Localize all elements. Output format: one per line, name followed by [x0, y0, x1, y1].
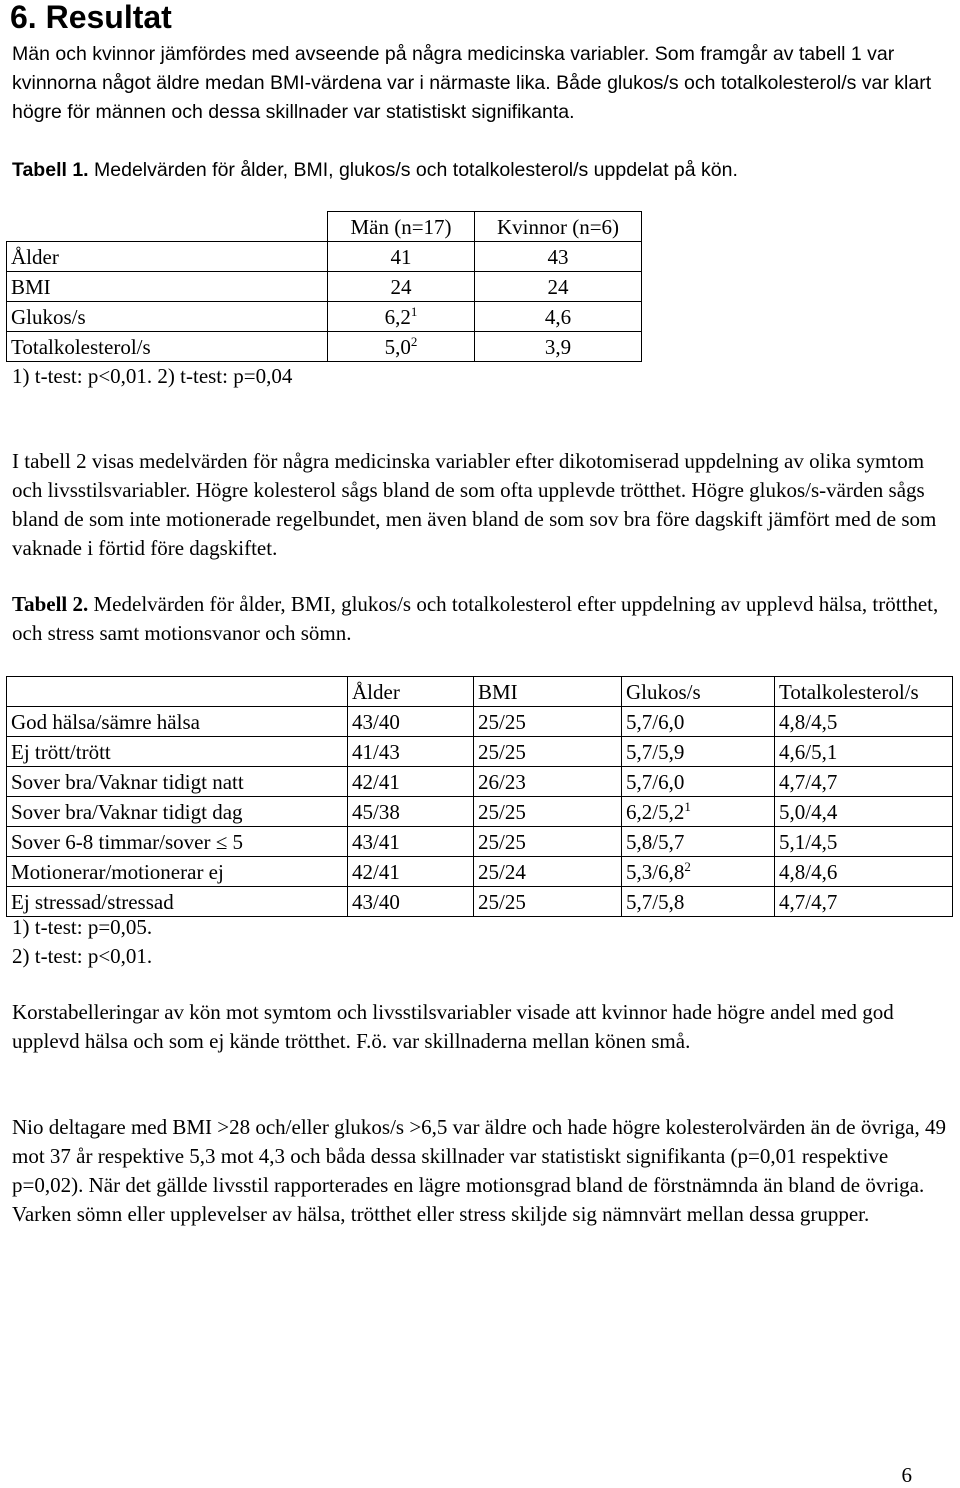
table2-row-label: Sover bra/Vaknar tidigt natt: [7, 767, 348, 797]
table2-value: 5,7/5,8: [626, 889, 685, 914]
table1-row-label: BMI: [7, 272, 328, 302]
table2-caption-label: Tabell 2.: [12, 592, 89, 616]
table1-footnote-mark: 1: [410, 303, 418, 319]
table1-row: [7, 242, 642, 272]
table2-cell: 4,8/4,6: [775, 857, 953, 887]
table2-header-cell: [7, 677, 348, 707]
page-number: 6: [901, 1463, 912, 1487]
table2-cell: 25/24: [474, 857, 622, 887]
table2-header-cell: Totalkolesterol/s: [775, 677, 953, 707]
table2-row: [7, 767, 953, 797]
table1-cell: [328, 242, 475, 272]
table2-footnote-mark: 1: [684, 798, 691, 814]
table2-cell: 5,0/4,4: [775, 797, 953, 827]
table2-value: 5,3/6,8: [626, 859, 685, 884]
table2-header-cell: Glukos/s: [622, 677, 775, 707]
table1-row-label: Glukos/s: [7, 302, 328, 332]
table1-footnote-mark: 2: [410, 333, 418, 349]
table2-cell: 4,8/4,5: [775, 707, 953, 737]
table2-value: 6,2/5,2: [626, 799, 685, 824]
table2-cell: 4,6/5,1: [775, 737, 953, 767]
table1-cell: 24: [475, 272, 642, 302]
table2: [6, 676, 953, 917]
table2-cell: [622, 887, 775, 917]
table2-cell: [622, 707, 775, 737]
table2-row: [7, 887, 953, 917]
table2-row: [7, 707, 953, 737]
table1-caption: [12, 156, 952, 185]
table1-value: 5,0: [384, 334, 411, 359]
table2-header-row: [7, 677, 953, 707]
table1-caption-label: Tabell 1.: [12, 159, 89, 181]
table2-row: [7, 797, 953, 827]
table2-caption-text: Medelvärden för ålder, BMI, glukos/s och totalkolesterol efter uppdelning av upplevd hälsa, trötthet, och stress samt motionsvanor och sömn.: [12, 592, 939, 645]
table2-row-label: Sover bra/Vaknar tidigt dag: [7, 797, 348, 827]
table2-cell: [622, 857, 775, 887]
table2-row-label: Motionerar/motionerar ej: [7, 857, 348, 887]
table1-cell: 3,9: [475, 332, 642, 362]
paragraph-high-risk-group: Nio deltagare med BMI >28 och/eller glukos/s >6,5 var äldre och hade högre kolesterolvärden än de övriga, 49 mot 37 år respektive 5,3 mot 4,3 och båda dessa skillnader var statistiskt signifikanta (p=0,01 respektive p=0,02). När det gällde livsstil rapporterades en lägre motionsgrad bland de förstnämnda än bland de övriga. Varken sömn eller upplevelser av hälsa, trötthet eller stress skiljde sig nämnvärt mellan dessa grupper.: [12, 1115, 946, 1226]
table1-caption-text: Medelvärden för ålder, BMI, glukos/s och totalkolesterol/s uppdelat på kön.: [88, 159, 738, 181]
table1-header-cell: Kvinnor (n=6): [475, 212, 642, 242]
table1-row: [7, 332, 642, 362]
paragraph-cross-tabulation: Korstabelleringar av kön mot symtom och livsstilsvariabler visade att kvinnor hade högre andel med god upplevd hälsa och som ej kände trötthet. F.ö. var skillnaderna mellan könen små.: [12, 1000, 894, 1053]
table2-cell: [622, 767, 775, 797]
table2-cell: [622, 737, 775, 767]
table2-cell: 4,7/4,7: [775, 887, 953, 917]
table1-header-row: [7, 212, 642, 242]
table1: [6, 211, 642, 362]
table1-footnote: 1) t-test: p<0,01. 2) t-test: p=0,04: [12, 364, 293, 388]
table2-cell: 41/43: [348, 737, 474, 767]
table1-row: [7, 302, 642, 332]
table2-row: [7, 827, 953, 857]
table1-cell: [328, 272, 475, 302]
table1-header-cell: Män (n=17): [328, 212, 475, 242]
table2-cell: 42/41: [348, 767, 474, 797]
table2-cell: 25/25: [474, 707, 622, 737]
paragraph-table2-intro: I tabell 2 visas medelvärden för några medicinska variabler efter dikotomiserad uppdelning av olika symtom och livsstilsvariabler. Högre kolesterol sågs bland de som ofta upplevde trötthet. Högre glukos/s-värden sågs bland de som inte motionerade regelbundet, men även bland de som sov bra före dagskift jämfört med de som vaknade i förtid före dagskiftet.: [12, 449, 937, 560]
table2-row-label: God hälsa/sämre hälsa: [7, 707, 348, 737]
table2-cell: [622, 797, 775, 827]
table1-value: 41: [390, 244, 412, 269]
intro-paragraph: Män och kvinnor jämfördes med avseende på några medicinska variabler. Som framgår av tabell 1 var kvinnorna något äldre medan BMI-värdena var i närmaste lika. Både glukos/s och totalkolesterol/s var klart högre för männen och dessa skillnader var statistiskt signifikanta.: [12, 43, 932, 123]
table2-cell: 43/40: [348, 707, 474, 737]
table1-value: 24: [390, 274, 412, 299]
table2-cell: 26/23: [474, 767, 622, 797]
table2-header-cell: BMI: [474, 677, 622, 707]
table2-caption: [12, 590, 952, 648]
table2-value: 5,7/6,0: [626, 709, 685, 734]
table2-footnote-mark: 2: [684, 858, 691, 874]
table1-header-cell: [7, 212, 328, 242]
table2-footnote: 2) t-test: p<0,01.: [12, 944, 153, 968]
table2-value: 5,7/6,0: [626, 769, 685, 794]
table2-cell: 45/38: [348, 797, 474, 827]
table1-row-label: Ålder: [7, 242, 328, 272]
table1-cell: [328, 302, 475, 332]
table2-row: [7, 857, 953, 887]
table2-row-label: Ej trött/trött: [7, 737, 348, 767]
table2-footnote: 1) t-test: p=0,05.: [12, 915, 153, 939]
table2-cell: 25/25: [474, 737, 622, 767]
table1-cell: [328, 332, 475, 362]
table2-value: 5,7/5,9: [626, 739, 685, 764]
table2-cell: [622, 827, 775, 857]
table2-header-cell: Ålder: [348, 677, 474, 707]
table1-value: 6,2: [384, 304, 411, 329]
table2-cell: 25/25: [474, 887, 622, 917]
table1-row: [7, 272, 642, 302]
table2-cell: 5,1/4,5: [775, 827, 953, 857]
section-heading: 6. Resultat: [10, 0, 172, 35]
table2-value: 5,8/5,7: [626, 829, 685, 854]
table2-cell: 43/41: [348, 827, 474, 857]
table2-cell: 25/25: [474, 797, 622, 827]
table2-row-label: Sover 6-8 timmar/sover ≤ 5: [7, 827, 348, 857]
table1-cell: 4,6: [475, 302, 642, 332]
table2-row-label: Ej stressad/stressad: [7, 887, 348, 917]
table2-row: [7, 737, 953, 767]
table2-cell: 43/40: [348, 887, 474, 917]
table1-cell: 43: [475, 242, 642, 272]
table2-cell: 42/41: [348, 857, 474, 887]
table2-cell: 25/25: [474, 827, 622, 857]
table2-cell: 4,7/4,7: [775, 767, 953, 797]
table1-row-label: Totalkolesterol/s: [7, 332, 328, 362]
